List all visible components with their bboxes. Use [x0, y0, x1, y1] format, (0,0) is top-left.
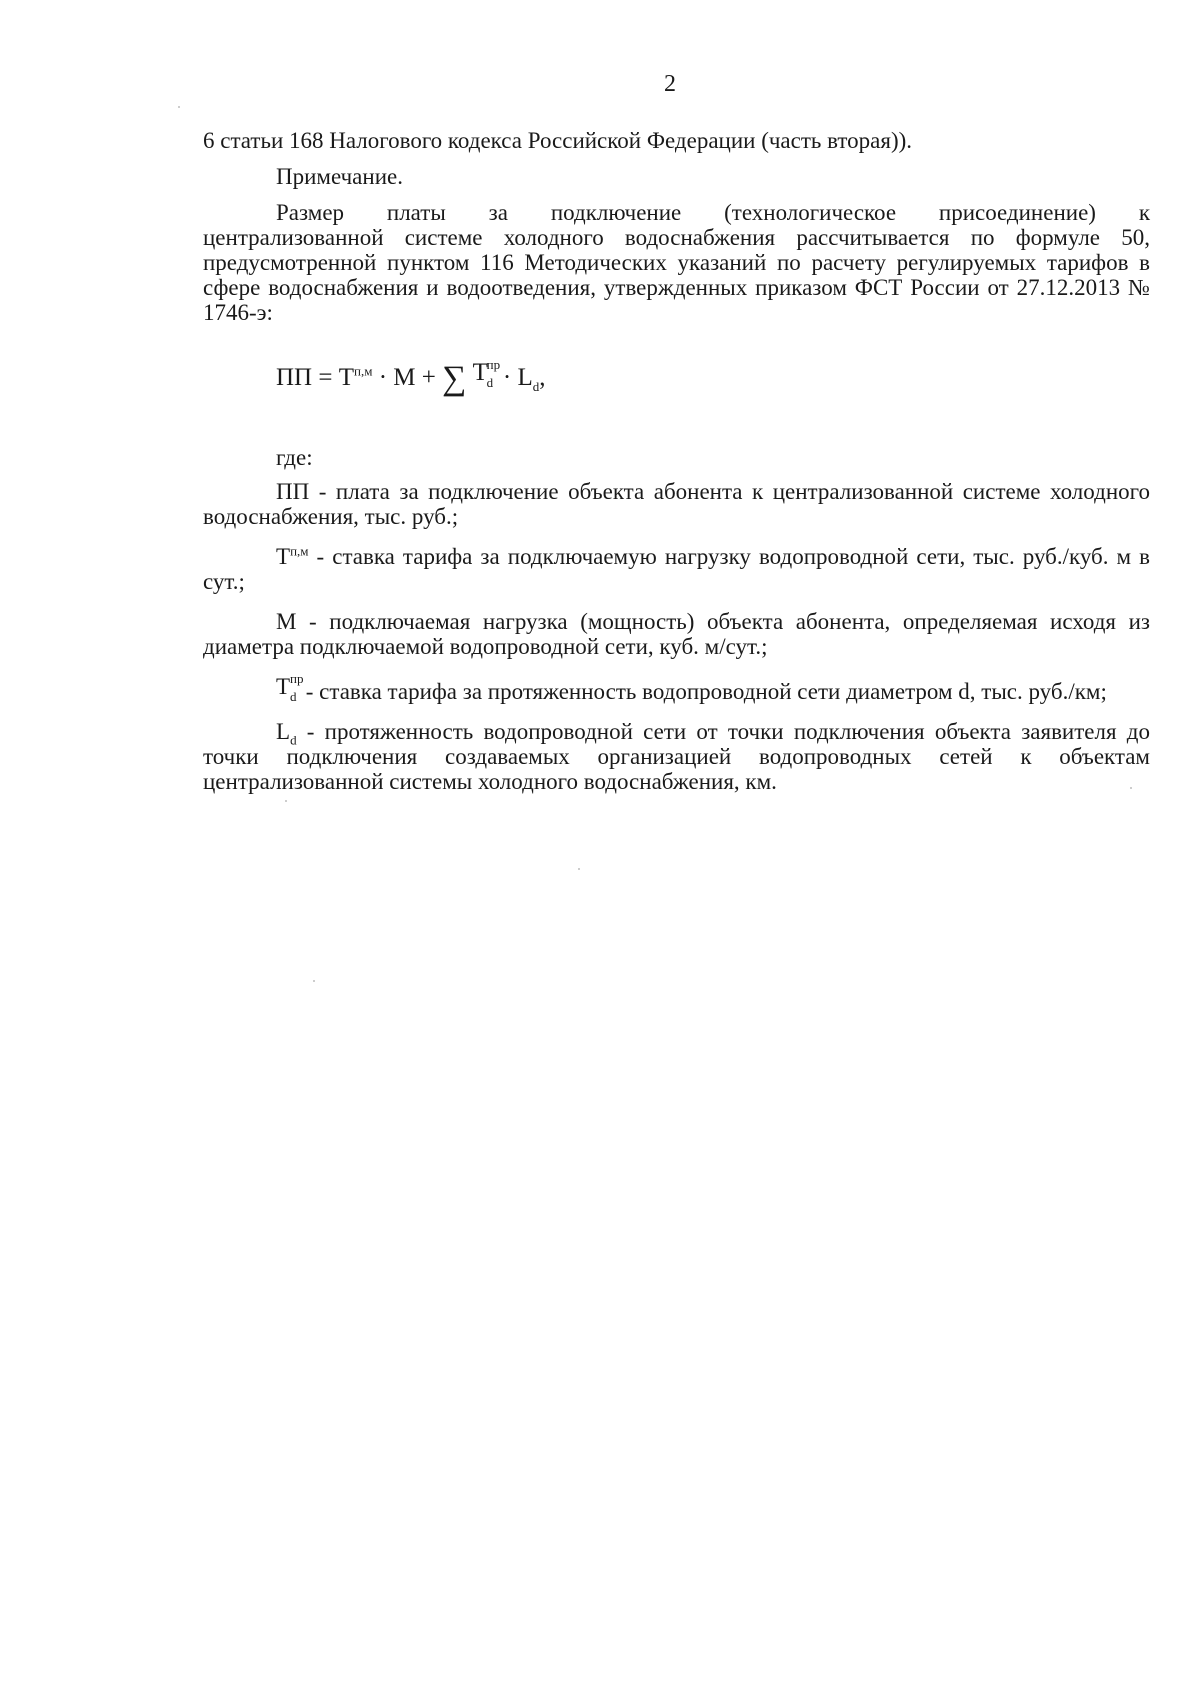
definition-tpm-text: - ставка тарифа за подключаемую нагрузку водопроводной сети, тыс. руб./куб. м в сут.; [203, 544, 1150, 594]
formula-l-sub: d [532, 379, 540, 394]
formula-t-base: T [338, 364, 354, 391]
definition-td-sub: d [290, 689, 297, 704]
paragraph-first-line: Размер платы за подключение (технологическое присоединение) к [276, 200, 1150, 225]
definition-tpm [203, 544, 1150, 594]
formula-l-base: L [517, 364, 533, 391]
formula-td-sup: пр [486, 357, 501, 372]
definition-tpm-base: T [276, 544, 291, 569]
formula-equals: = [318, 364, 333, 391]
formula-m: M [393, 364, 416, 391]
definition-ld-base: L [276, 719, 291, 744]
formula-td-base: T [472, 359, 488, 386]
sum-icon: ∑ [442, 360, 467, 397]
definition-td-text: - ставка тарифа за протяженность водопроводной сети диаметром d, тыс. руб./км; [300, 679, 1107, 704]
definitions-list [203, 479, 1150, 794]
definition-m: М - подключаемая нагрузка (мощность) объекта абонента, определяемая исходя из диаметра подключаемой водопроводной сети, куб. м/сут.; [203, 609, 1150, 659]
definition-ld-text: - протяженность водопроводной сети от точки подключения объекта заявителя до точки подключения создаваемых организацией водопроводных сетей к объектам централизованной системы холодного водоснабжения, км. [203, 719, 1150, 794]
definition-ld-sub: d [290, 732, 297, 748]
definition-ld [203, 719, 1150, 794]
paragraph-continuation: 6 статьи 168 Налогового кодекса Российской Федерации (часть вторая)). [203, 128, 913, 153]
document-body [203, 128, 1150, 325]
formula-t-sup: п,м [354, 363, 373, 379]
scan-speck [178, 106, 180, 108]
formula-td-sub: d [486, 375, 494, 390]
scan-speck [285, 800, 287, 802]
definition-tpm-sup: п,м [290, 543, 309, 559]
scan-speck [1130, 787, 1132, 789]
formula-lhs: ПП [276, 364, 313, 391]
note-heading: Примечание. [276, 164, 403, 189]
formula-plus: + [421, 364, 436, 391]
formula-dot: · [502, 364, 512, 391]
definition-td-symbol [276, 671, 304, 704]
formula-td [472, 357, 501, 390]
fee-formula [276, 357, 546, 397]
definition-td-sup: пр [290, 671, 304, 686]
where-label: где: [276, 445, 313, 470]
formula-trailing-comma: , [539, 364, 546, 391]
formula-dot: · [378, 364, 388, 391]
definition-pp: ПП - плата за подключение объекта абонента к централизованной системе холодного водоснабжения, тыс. руб.; [203, 479, 1150, 529]
paragraph-rest: централизованной системе холодного водоснабжения рассчитывается по формуле 50, предусмотренной пунктом 116 Методических указаний по расчету регулируемых тарифов в сфере водоснабжения и водоотведения, утвержденных приказом ФСТ России от 27.12.2013 № 1746-э: [203, 225, 1150, 325]
definition-td-base: T [276, 674, 291, 699]
paragraph-fee-description [203, 200, 1150, 325]
page-number: 2 [664, 71, 676, 97]
scan-speck [313, 980, 315, 982]
definition-td [203, 671, 1150, 704]
scan-speck [578, 868, 580, 870]
